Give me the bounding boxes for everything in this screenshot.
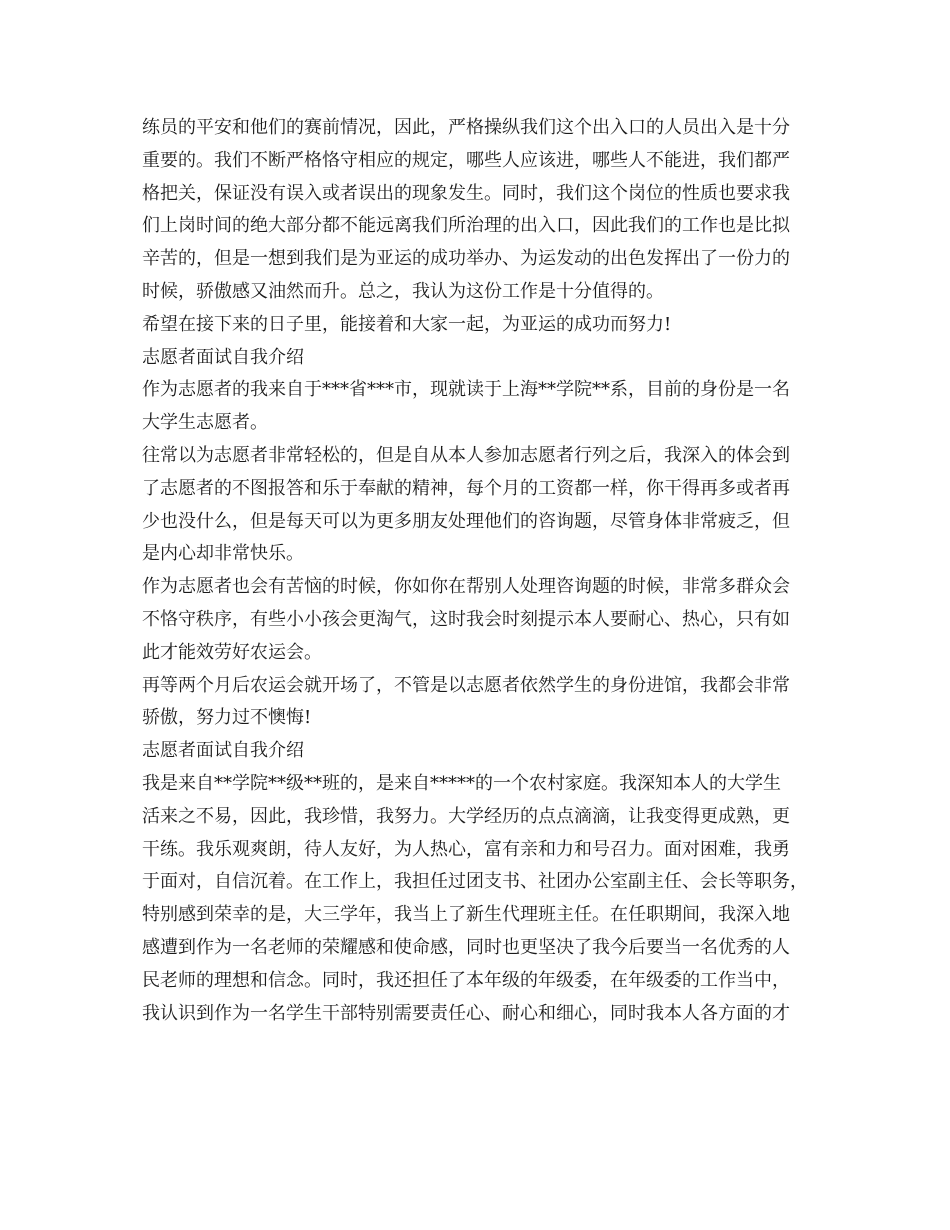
text-line: 我是来自**学院**级**班的，是来自*****的一个农村家庭。我深知本人的大学生 [142, 772, 781, 794]
text-line: 格把关，保证没有误入或者误出的现象发生。同时，我们这个岗位的性质也要求我 [142, 182, 790, 204]
text-line: 活来之不易，因此，我珍惜，我努力。大学经历的点点滴滴，让我变得更成熟，更 [142, 805, 790, 827]
text-line: 练员的平安和他们的赛前情况，因此，严格操纵我们这个出入口的人员出入是十分 [142, 117, 790, 138]
text-line: 往常以为志愿者非常轻松的，但是自从本人参加志愿者行列之后，我深入的体会到 [142, 444, 790, 466]
text-line: 感遭到作为一名老师的荣耀感和使命感，同时也更坚决了我今后要当一名优秀的人 [142, 936, 790, 958]
text-line: 干练。我乐观爽朗，待人友好，为人热心，富有亲和力和号召力。面对困难，我勇 [142, 838, 790, 860]
text-line: 此才能效劳好农运会。 [142, 641, 322, 663]
text-line: 是内心却非常快乐。 [142, 543, 304, 565]
text-line: 不恪守秩序，有些小小孩会更淘气，这时我会时刻提示本人要耐心、热心，只有如 [142, 608, 790, 630]
section-heading: 志愿者面试自我介绍 [142, 346, 304, 368]
text-line: 民老师的理想和信念。同时，我还担任了本年级的年级委，在年级委的工作当中， [142, 969, 790, 991]
text-line: 作为志愿者也会有苦恼的时候，你如你在帮别人处理咨询题的时候，非常多群众会 [142, 576, 790, 598]
section-heading: 志愿者面试自我介绍 [142, 740, 304, 762]
text-line: 我认识到作为一名学生干部特别需要责任心、耐心和细心，同时我本人各方面的才 [142, 1002, 790, 1024]
text-line: 作为志愿者的我来自于***省***市，现就读于上海**学院**系，目前的身份是一名 [142, 379, 790, 401]
text-line: 们上岗时间的绝大部分都不能远离我们所治理的出入口，因此我们的工作也是比拟 [142, 215, 790, 237]
text-line: 特别感到荣幸的是，大三学年，我当上了新生代理班主任。在任职期间，我深入地 [142, 904, 790, 926]
text-line: 希望在接下来的日子里，能接着和大家一起，为亚运的成功而努力! [142, 313, 672, 335]
text-line: 于面对，自信沉着。在工作上，我担任过团支书、社团办公室副主任、会长等职务， [142, 871, 808, 893]
text-line: 时候，骄傲感又油然而升。总之，我认为这份工作是十分值得的。 [142, 280, 664, 302]
text-line: 少也没什么，但是每天可以为更多朋友处理他们的咨询题，尽管身体非常疲乏，但 [142, 510, 790, 532]
text-line: 重要的。我们不断严格恪守相应的规定，哪些人应该进，哪些人不能进，我们都严 [142, 149, 790, 171]
text-line: 再等两个月后农运会就开场了，不管是以志愿者依然学生的身份进馆，我都会非常 [142, 674, 790, 696]
text-line: 了志愿者的不图报答和乐于奉献的精神，每个月的工资都一样，你干得再多或者再 [142, 477, 790, 499]
text-line: 大学生志愿者。 [142, 412, 268, 434]
text-line: 骄傲，努力过不懊悔! [142, 707, 312, 729]
body-text [142, 112, 832, 1030]
text-line: 辛苦的，但是一想到我们是为亚运的成功举办、为运发动的出色发挥出了一份力的 [142, 248, 790, 270]
